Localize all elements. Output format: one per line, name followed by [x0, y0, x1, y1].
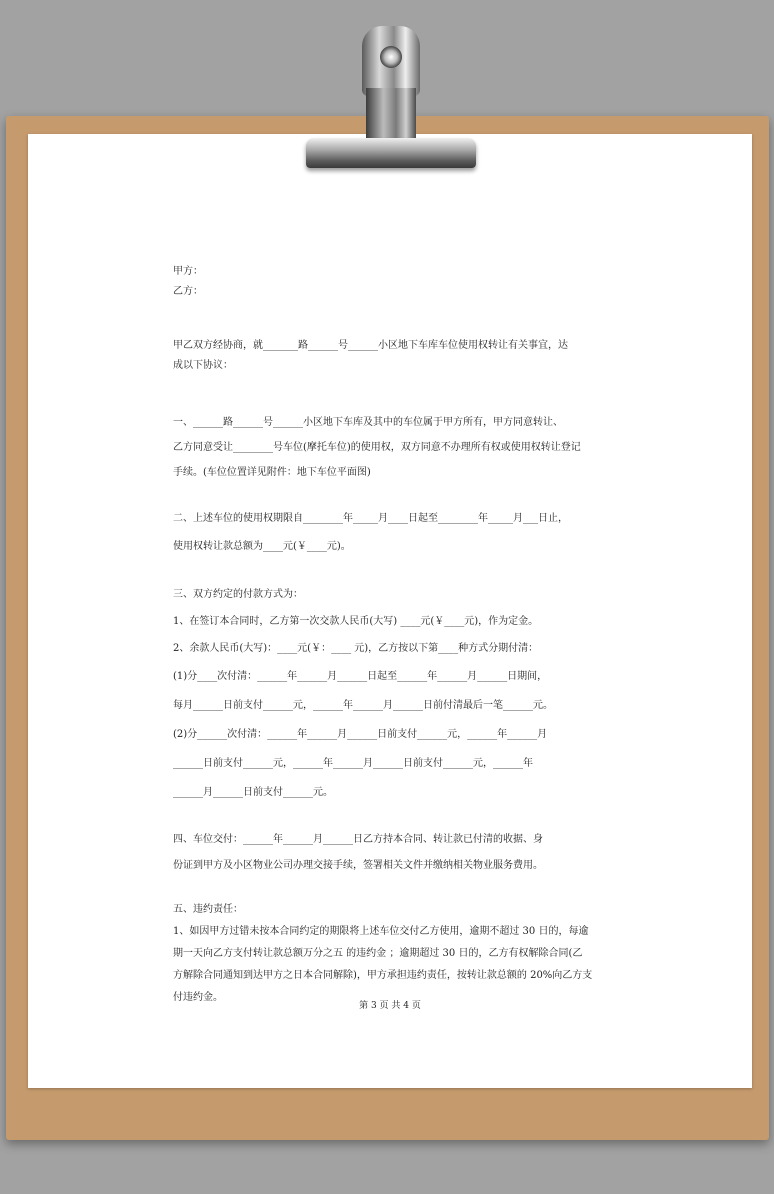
- binder-clip: [306, 26, 476, 176]
- party-a-line: 甲方：: [173, 266, 203, 277]
- contract-body: [173, 262, 613, 1009]
- clause-2-line: 使用权转让款总额为____元(￥____元)。: [173, 541, 351, 552]
- page-number: 第 3 页 共 4 页: [359, 1001, 421, 1011]
- clause-4-line: 份证到甲方及小区物业公司办理交接手续，签署相关文件并缴纳相关物业服务费用。: [173, 860, 543, 871]
- clause-4-line: 四、车位交付：______年______月______日乙方持本合同、转让款已付清的收据、身: [173, 834, 543, 845]
- clause-3-heading: 三、双方约定的付款方式为：: [173, 589, 303, 600]
- clause-5-line: 方解除合同通知到达甲方之日本合同解除)，甲方承担违约责任，按转让款总额的 20%向乙方支: [173, 970, 593, 981]
- preamble-line: 甲乙双方经协商，就_______路______号______小区地下车库车位使用权转让有关事宜，达: [173, 340, 568, 351]
- preamble-line: 成以下协议：: [173, 360, 233, 371]
- clause-1-line: 手续。(车位位置详见附件：地下车位平面图): [173, 467, 371, 478]
- clause-3-line: (1)分____次付清：______年______月______日起至______年______月______日期间，: [173, 671, 548, 682]
- clause-3-line: 1、在签订本合同时，乙方第一次交款人民币(大写) ____元(￥____元)，作为定金。: [173, 616, 539, 627]
- clause-1-line: 一、______路______号______小区地下车库及其中的车位属于甲方所有，甲方同意转让、: [173, 417, 563, 428]
- clause-5-line: 期一天向乙方支付转让款总额万分之五 的违约金 ；逾期超过 30 日的，乙方有权解除合同(乙: [173, 948, 583, 959]
- clause-3-line: 2、余款人民币(大写)：____元(￥：____ 元)，乙方按以下第____种方式分期付清：: [173, 643, 539, 654]
- clause-3-line: ______月______日前支付______元。: [173, 787, 333, 798]
- clause-1-line: 乙方同意受让________号车位(摩托车位)的使用权，双方同意不办理所有权或使用权转让登记: [173, 442, 581, 453]
- clause-3-line: 每月______日前支付______元，______年______月______日前付清最后一笔______元。: [173, 700, 553, 711]
- clause-2-line: 二、上述车位的使用权期限自________年_____月____日起至________年_____月___日止，: [173, 513, 568, 524]
- clause-5-line: 付违约金。: [173, 992, 223, 1003]
- clause-5-heading: 五、违约责任：: [173, 904, 243, 915]
- party-b-line: 乙方：: [173, 286, 203, 297]
- clause-5-line: 1、如因甲方过错未按本合同约定的期限将上述车位交付乙方使用，逾期不超过 30 日的，每逾: [173, 926, 589, 937]
- clause-3-line: (2)分______次付清：______年______月______日前支付______元，______年______月: [173, 729, 548, 740]
- clause-3-line: ______日前支付______元，______年______月______日前支付______元，______年: [173, 758, 533, 769]
